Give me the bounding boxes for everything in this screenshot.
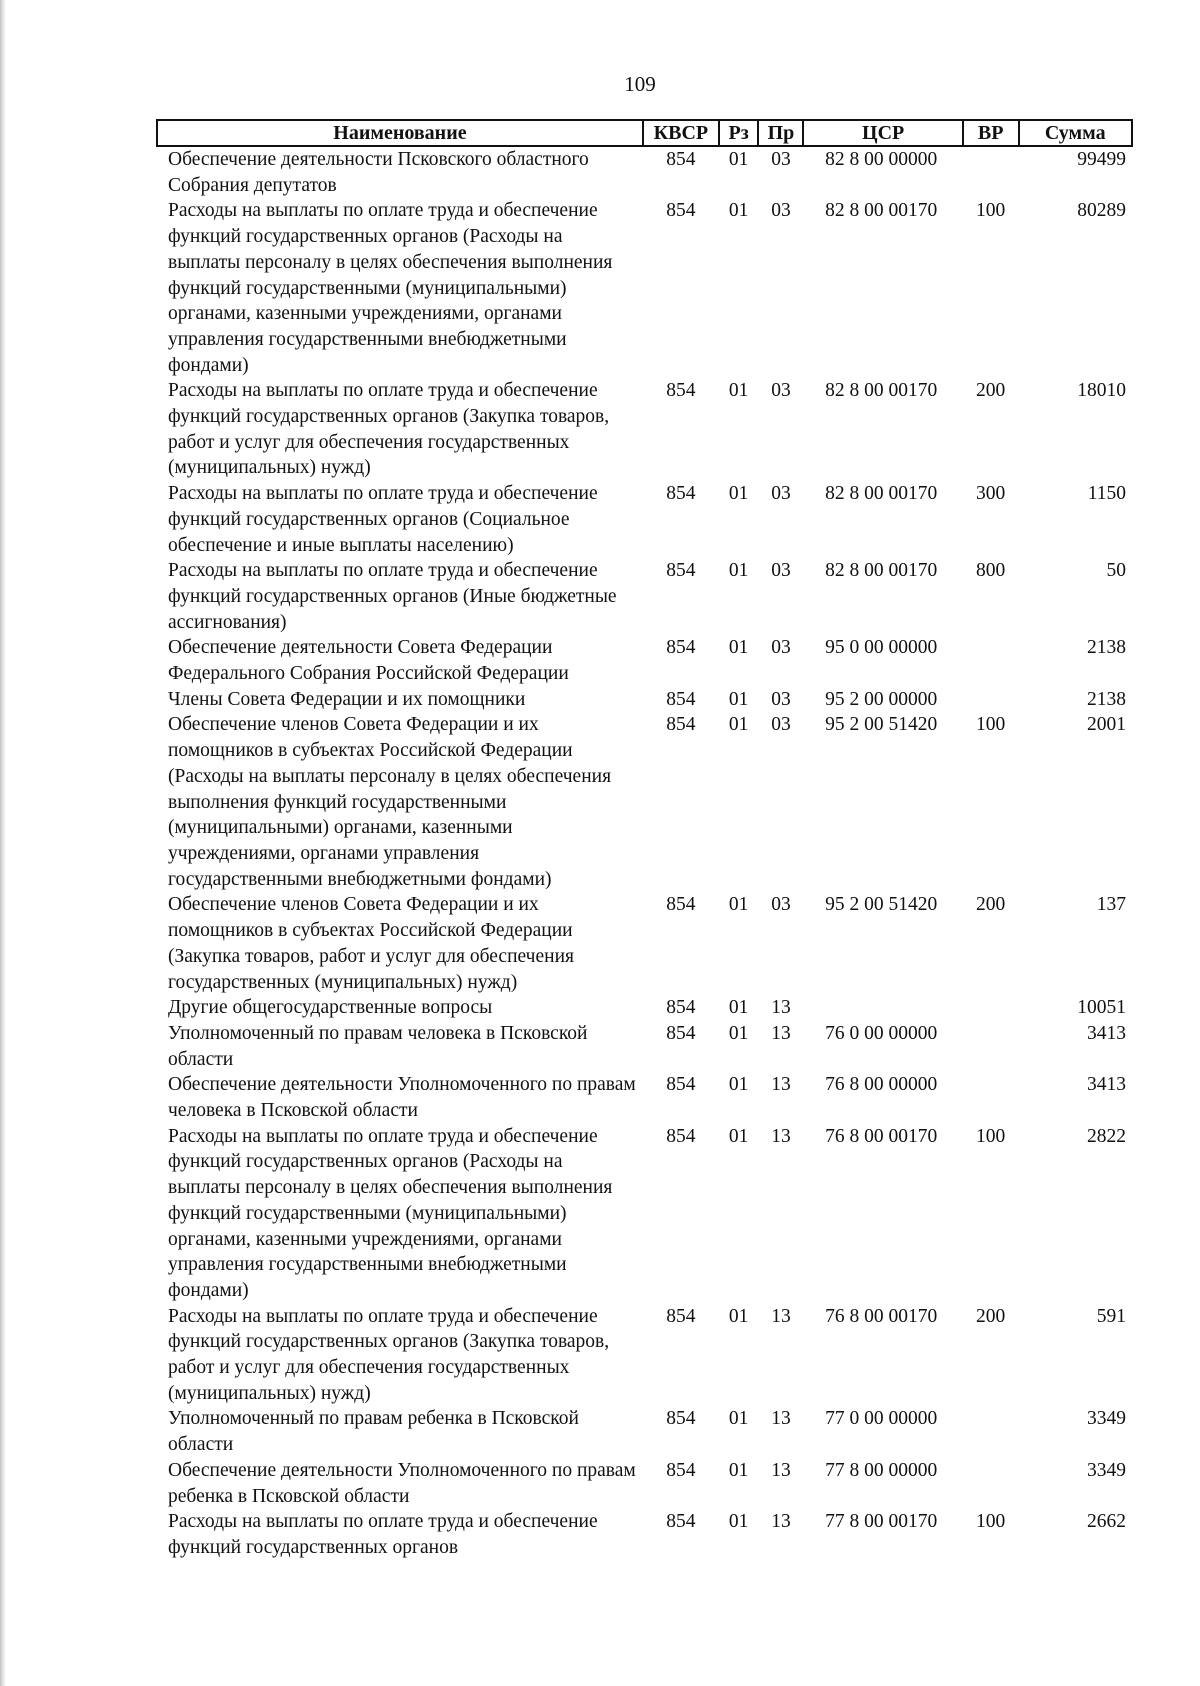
cell-sum: 2138 xyxy=(1087,637,1126,659)
header-sum: Сумма xyxy=(1019,120,1133,146)
table-row xyxy=(157,1304,1132,1407)
cell-name: Расходы на выплаты по оплате труда и обеспечение функций государственных органов (Закупка товаров, работ и услуг для обеспечения государственных (муниципальных) нужд) xyxy=(168,380,610,479)
cell-name: Члены Совета Федерации и их помощники xyxy=(168,688,526,710)
cell-vr xyxy=(963,1406,1019,1457)
cell-csr: 82 8 00 00170 xyxy=(825,560,938,582)
cell-pr: 13 xyxy=(771,1408,791,1430)
cell-pr: 13 xyxy=(771,1305,791,1327)
cell-kvsr: 854 xyxy=(666,1408,696,1430)
cell-sum: 1150 xyxy=(1087,483,1126,505)
table-row xyxy=(157,1509,1132,1560)
cell-vr: 100 xyxy=(976,1125,1006,1147)
header-csr: ЦСР xyxy=(803,120,962,146)
cell-rz: 01 xyxy=(728,1074,749,1096)
table-row xyxy=(157,558,1132,635)
cell-vr: 200 xyxy=(976,1305,1006,1327)
table-row xyxy=(157,378,1132,481)
cell-sum: 3349 xyxy=(1087,1408,1126,1430)
cell-pr: 13 xyxy=(771,1459,791,1481)
page-number: 109 xyxy=(624,72,656,96)
cell-kvsr: 854 xyxy=(666,1305,696,1327)
table-row xyxy=(157,1124,1132,1304)
cell-name: Расходы на выплаты по оплате труда и обеспечение функций государственных органов (Социальное обеспечение и иные выплаты населению) xyxy=(168,483,598,556)
cell-pr: 03 xyxy=(771,894,791,916)
cell-csr: 95 2 00 51420 xyxy=(825,894,938,916)
cell-kvsr: 854 xyxy=(666,560,696,582)
cell-rz: 01 xyxy=(728,1459,749,1481)
cell-pr: 03 xyxy=(771,637,791,659)
cell-vr: 800 xyxy=(976,560,1006,582)
cell-csr: 76 8 00 00170 xyxy=(825,1125,938,1147)
cell-name: Обеспечение членов Совета Федерации и их помощников в субъектах Российской Федерации (Закупка товаров, работ и услуг для обеспечения государственных (муниципальных) нужд) xyxy=(168,894,574,993)
cell-name: Уполномоченный по правам ребенка в Псковской области xyxy=(168,1408,579,1456)
cell-vr xyxy=(963,146,1019,198)
cell-rz: 01 xyxy=(728,688,749,710)
cell-rz: 01 xyxy=(728,380,749,402)
table-row xyxy=(157,1072,1132,1123)
cell-pr: 13 xyxy=(771,1125,791,1147)
scan-edge xyxy=(0,0,6,1686)
cell-sum: 591 xyxy=(1096,1305,1126,1327)
header-row xyxy=(157,120,1132,146)
cell-rz: 01 xyxy=(728,560,749,582)
table-row xyxy=(157,635,1132,686)
cell-pr: 13 xyxy=(771,1074,791,1096)
cell-csr: 82 8 00 00000 xyxy=(825,149,938,170)
cell-csr xyxy=(803,995,962,1021)
cell-kvsr: 854 xyxy=(666,1074,696,1096)
cell-sum: 3413 xyxy=(1087,1074,1126,1096)
cell-kvsr: 854 xyxy=(666,483,696,505)
cell-csr: 77 0 00 00000 xyxy=(825,1408,938,1430)
cell-rz: 01 xyxy=(728,1305,749,1327)
cell-vr: 100 xyxy=(976,200,1006,222)
cell-rz: 01 xyxy=(728,997,749,1019)
table-row xyxy=(157,995,1132,1021)
cell-rz: 01 xyxy=(728,149,749,170)
cell-kvsr: 854 xyxy=(666,714,696,736)
cell-rz: 01 xyxy=(728,637,749,659)
cell-rz: 01 xyxy=(728,200,749,222)
cell-vr xyxy=(963,1021,1019,1072)
cell-csr: 82 8 00 00170 xyxy=(825,483,938,505)
cell-sum: 80289 xyxy=(1077,200,1126,222)
header-vr: ВР xyxy=(963,120,1019,146)
cell-rz: 01 xyxy=(728,1022,749,1044)
cell-pr: 03 xyxy=(771,483,791,505)
header-kvsr: КВСР xyxy=(643,120,719,146)
cell-pr: 03 xyxy=(771,380,791,402)
cell-kvsr: 854 xyxy=(666,894,696,916)
cell-vr xyxy=(963,687,1019,713)
cell-name: Обеспечение членов Совета Федерации и их помощников в субъектах Российской Федерации (Расходы на выплаты персоналу в целях обеспечения выполнения функций государственными (муниципальными) органами, казенными учреждениями, органами управления государственными внебюджетными фондами) xyxy=(168,714,612,890)
cell-kvsr: 854 xyxy=(666,637,696,659)
cell-pr: 13 xyxy=(771,997,791,1019)
cell-rz: 01 xyxy=(728,1511,749,1533)
table-row xyxy=(157,1458,1132,1509)
cell-vr: 200 xyxy=(976,380,1006,402)
cell-csr: 95 2 00 00000 xyxy=(825,688,938,710)
cell-kvsr: 854 xyxy=(666,149,696,170)
cell-kvsr: 854 xyxy=(666,1511,696,1533)
cell-csr: 95 2 00 51420 xyxy=(825,714,938,736)
cell-name: Расходы на выплаты по оплате труда и обеспечение функций государственных органов (Закупка товаров, работ и услуг для обеспечения государственных (муниципальных) нужд) xyxy=(168,1305,610,1404)
table-row xyxy=(157,146,1132,198)
cell-sum: 18010 xyxy=(1077,380,1126,402)
cell-vr xyxy=(963,635,1019,686)
cell-name: Обеспечение деятельности Уполномоченного по правам ребенка в Псковской области xyxy=(168,1459,636,1507)
cell-csr: 82 8 00 00170 xyxy=(825,200,938,222)
cell-kvsr: 854 xyxy=(666,200,696,222)
cell-csr: 77 8 00 00000 xyxy=(825,1459,938,1481)
cell-csr: 76 8 00 00000 xyxy=(825,1074,938,1096)
cell-vr: 200 xyxy=(976,894,1006,916)
cell-sum: 2001 xyxy=(1087,714,1126,736)
cell-kvsr: 854 xyxy=(666,380,696,402)
header-rz: Рз xyxy=(719,120,759,146)
cell-sum: 2138 xyxy=(1087,688,1126,710)
cell-vr xyxy=(963,995,1019,1021)
cell-pr: 03 xyxy=(771,200,791,222)
table-row xyxy=(157,1021,1132,1072)
cell-kvsr: 854 xyxy=(666,688,696,710)
cell-pr: 03 xyxy=(771,149,791,170)
table-body xyxy=(157,146,1132,1561)
cell-sum: 137 xyxy=(1096,894,1126,916)
cell-name: Расходы на выплаты по оплате труда и обеспечение функций государственных органов (Расходы на выплаты персоналу в целях обеспечения выполнения функций государственными (муниципальными) органами, казенными учреждениями, органами управления государственными внебюджетными фондами) xyxy=(168,1125,613,1301)
cell-pr: 03 xyxy=(771,560,791,582)
cell-vr: 100 xyxy=(976,714,1006,736)
cell-rz: 01 xyxy=(728,483,749,505)
table-row xyxy=(157,687,1132,713)
cell-sum: 3349 xyxy=(1087,1459,1126,1481)
cell-name: Расходы на выплаты по оплате труда и обеспечение функций государственных органов (Иные бюджетные ассигнования) xyxy=(168,560,617,633)
cell-csr: 76 0 00 00000 xyxy=(825,1022,938,1044)
cell-pr: 13 xyxy=(771,1022,791,1044)
cell-sum: 10051 xyxy=(1077,997,1126,1019)
table-row xyxy=(157,1406,1132,1457)
table-row xyxy=(157,892,1132,995)
cell-csr: 82 8 00 00170 xyxy=(825,380,938,402)
cell-sum: 99499 xyxy=(1077,149,1126,170)
cell-csr: 95 0 00 00000 xyxy=(825,637,938,659)
header-pr: Пр xyxy=(758,120,803,146)
cell-sum: 2822 xyxy=(1087,1125,1126,1147)
cell-kvsr: 854 xyxy=(666,1022,696,1044)
cell-name: Расходы на выплаты по оплате труда и обеспечение функций государственных органов (Расходы на выплаты персоналу в целях обеспечения выполнения функций государственными (муниципальными) органами, казенными учреждениями, органами управления государственными внебюджетными фондами) xyxy=(168,200,613,376)
cell-name: Обеспечение деятельности Уполномоченного по правам человека в Псковской области xyxy=(168,1074,636,1122)
table-row xyxy=(157,712,1132,892)
cell-csr: 77 8 00 00170 xyxy=(825,1511,938,1533)
header-name: Наименование xyxy=(157,120,643,146)
cell-vr xyxy=(963,1072,1019,1123)
cell-pr: 03 xyxy=(771,714,791,736)
table-row xyxy=(157,198,1132,378)
cell-rz: 01 xyxy=(728,714,749,736)
cell-rz: 01 xyxy=(728,1125,749,1147)
cell-rz: 01 xyxy=(728,1408,749,1430)
cell-vr: 100 xyxy=(976,1511,1006,1533)
cell-csr: 76 8 00 00170 xyxy=(825,1305,938,1327)
cell-vr xyxy=(963,1458,1019,1509)
cell-sum: 50 xyxy=(1106,560,1126,582)
cell-vr: 300 xyxy=(976,483,1006,505)
cell-name: Обеспечение деятельности Совета Федерации Федерального Собрания Российской Федерации xyxy=(168,637,569,685)
cell-rz: 01 xyxy=(728,894,749,916)
cell-name: Уполномоченный по правам человека в Псковской области xyxy=(168,1022,588,1070)
cell-sum: 3413 xyxy=(1087,1022,1126,1044)
table-row xyxy=(157,481,1132,558)
cell-name: Другие общегосударственные вопросы xyxy=(168,997,493,1019)
cell-kvsr: 854 xyxy=(666,1459,696,1481)
cell-sum: 2662 xyxy=(1087,1511,1126,1533)
cell-kvsr: 854 xyxy=(666,1125,696,1147)
cell-kvsr: 854 xyxy=(666,997,696,1019)
cell-pr: 03 xyxy=(771,688,791,710)
budget-table xyxy=(156,119,1133,1561)
cell-name: Обеспечение деятельности Псковского областного Собрания депутатов xyxy=(168,149,589,196)
cell-name: Расходы на выплаты по оплате труда и обеспечение функций государственных органов xyxy=(168,1511,598,1558)
cell-pr: 13 xyxy=(771,1511,791,1533)
